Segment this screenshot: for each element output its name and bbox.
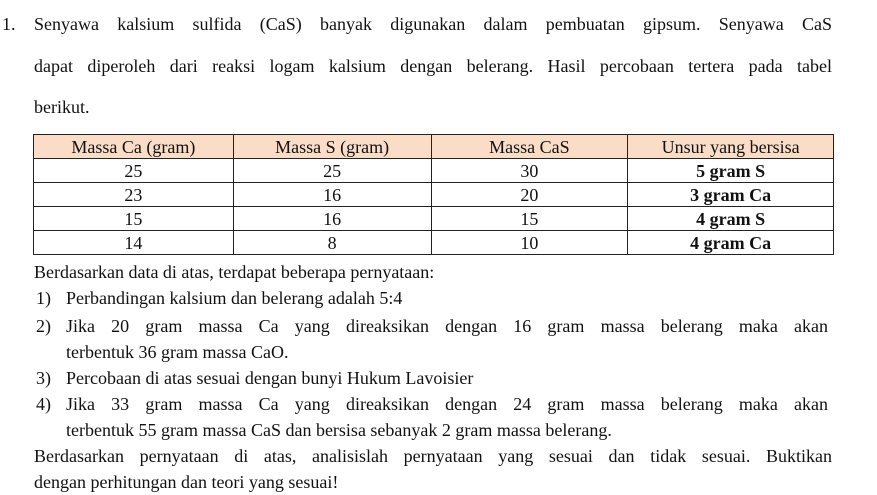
statement-4-line-2: terbentuk 55 gram massa CaS dan bersisa sebanyak 2 gram massa belerang. [66,420,612,440]
question-line-3: berikut. [34,97,90,117]
statement-1-text: Perbandingan kalsium dan belerang adalah 5:4 [66,288,403,308]
cell-massa-cas: 30 [431,159,628,183]
cell-unsur-bersisa: 3 gram Ca [628,183,834,207]
statement-2-line-2: terbentuk 36 gram massa CaO. [66,342,289,362]
header-massa-s: Massa S (gram) [233,135,431,159]
table-header-row [34,135,834,159]
statement-3-text: Percobaan di atas sesuai dengan bunyi Hukum Lavoisier [66,368,474,388]
cell-massa-s: 8 [233,231,431,255]
header-massa-ca: Massa Ca (gram) [34,135,234,159]
table-row [34,231,834,255]
cell-massa-cas: 10 [431,231,628,255]
closing-line-1: Berdasarkan pernyataan di atas, analisislah pernyataan yang sesuai dan tidak sesuai. Buktikan [34,446,832,466]
statements-intro: Berdasarkan data di atas, terdapat beberapa pernyataan: [34,262,435,282]
question-line-1: Senyawa kalsium sulfida (CaS) banyak digunakan dalam pembuatan gipsum. Senyawa CaS [34,14,832,34]
statement-4-number: 4) [36,394,51,414]
header-unsur-bersisa: Unsur yang bersisa [628,135,834,159]
closing-line-2: dengan perhitungan dan teori yang sesuai! [34,472,339,492]
table-row [34,207,834,231]
cell-massa-ca: 15 [34,207,234,231]
statement-1-number: 1) [36,288,51,308]
cell-massa-s: 16 [233,183,431,207]
question-number: 1. [2,14,16,34]
table-row [34,183,834,207]
statement-3-number: 3) [36,368,51,388]
cell-massa-cas: 20 [431,183,628,207]
cell-massa-cas: 15 [431,207,628,231]
question-line-2: dapat diperoleh dari reaksi logam kalsium dengan belerang. Hasil percobaan tertera pada tabel [34,56,832,76]
statement-2-line-1: Jika 20 gram massa Ca yang direaksikan dengan 16 gram massa belerang maka akan [66,316,828,336]
experiment-table [33,134,834,255]
statement-2-number: 2) [36,316,51,336]
cell-unsur-bersisa: 5 gram S [628,159,834,183]
table-row [34,159,834,183]
cell-massa-ca: 23 [34,183,234,207]
cell-massa-ca: 25 [34,159,234,183]
cell-unsur-bersisa: 4 gram Ca [628,231,834,255]
cell-massa-s: 16 [233,207,431,231]
statement-4-line-1: Jika 33 gram massa Ca yang direaksikan dengan 24 gram massa belerang maka akan [66,394,828,414]
header-massa-cas: Massa CaS [431,135,628,159]
cell-massa-s: 25 [233,159,431,183]
cell-unsur-bersisa: 4 gram S [628,207,834,231]
cell-massa-ca: 14 [34,231,234,255]
